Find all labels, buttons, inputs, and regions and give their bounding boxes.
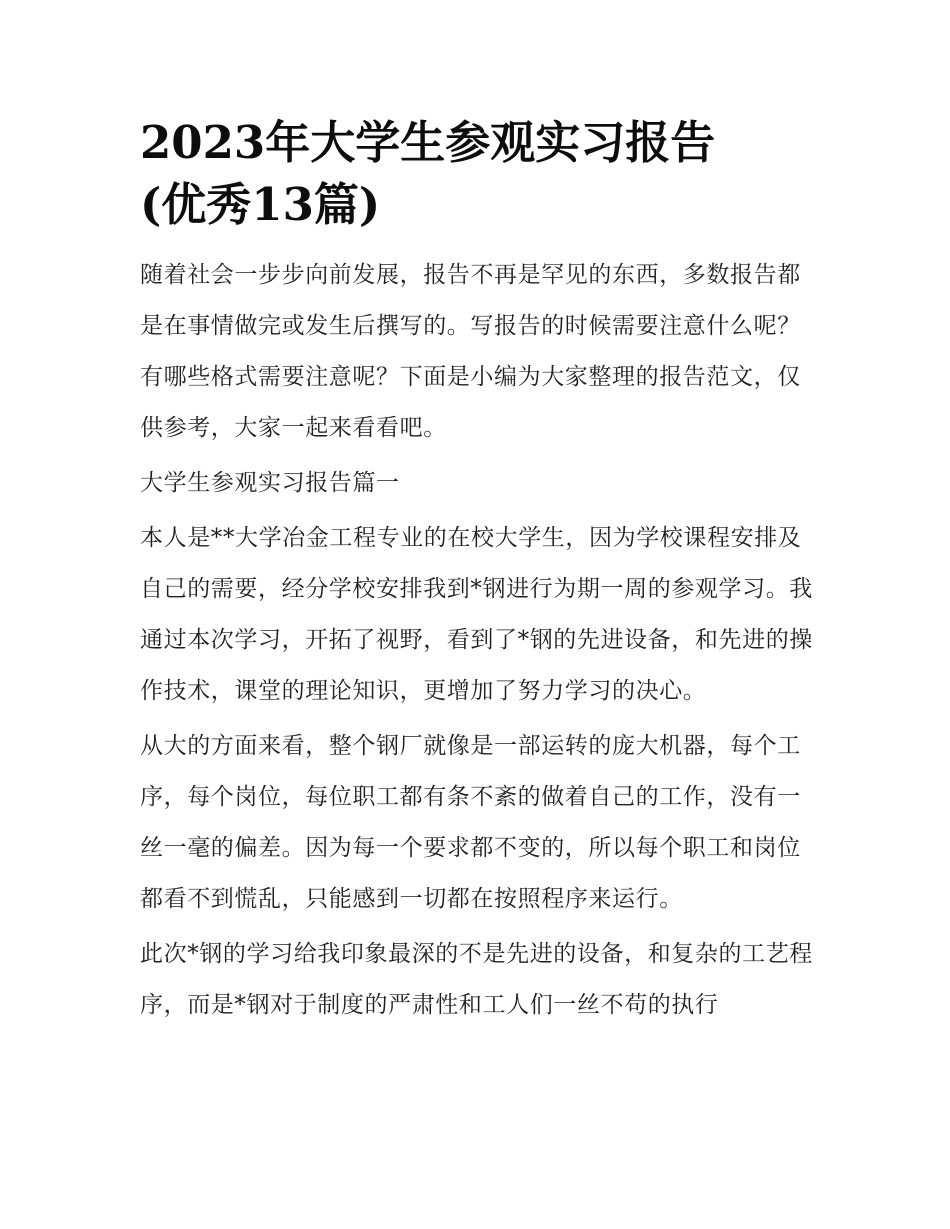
document-body	[140, 112, 820, 1035]
body-paragraph-3: 此次*钢的学习给我印象最深的不是先进的设备，和复杂的工艺程序，而是*钢对于制度的严肃性和工人们一丝不苟的执行	[140, 941, 813, 1018]
title-line-1: 2023年大学生参观实习报告	[140, 116, 716, 169]
body-paragraph-2: 从大的方面来看，整个钢厂就像是一部运转的庞大机器，每个工序，每个岗位，每位职工都有条不紊的做着自己的工作，没有一丝一毫的偏差。因为每一个要求都不变的，所以每个职工和岗位都看不到慌乱，只能感到一切都在按照程序来运行。	[140, 733, 801, 912]
section-heading: 大学生参观实习报告篇一	[140, 470, 400, 496]
page-title	[140, 112, 820, 236]
intro-paragraph: 随着社会一步步向前发展，报告不再是罕见的东西，多数报告都是在事情做完或发生后撰写的。写报告的时候需要注意什么呢？有哪些格式需要注意呢？下面是小编为大家整理的报告范文，仅供参考，大家一起来看看吧。	[140, 262, 801, 441]
title-line-2: (优秀13篇)	[140, 178, 381, 231]
body-paragraph-1: 本人是**大学冶金工程专业的在校大学生，因为学校课程安排及自己的需要，经分学校安排我到*钢进行为期一周的参观学习。我通过本次学习，开拓了视野，看到了*钢的先进设备，和先进的操作技术，课堂的理论知识，更增加了努力学习的决心。	[140, 525, 813, 704]
